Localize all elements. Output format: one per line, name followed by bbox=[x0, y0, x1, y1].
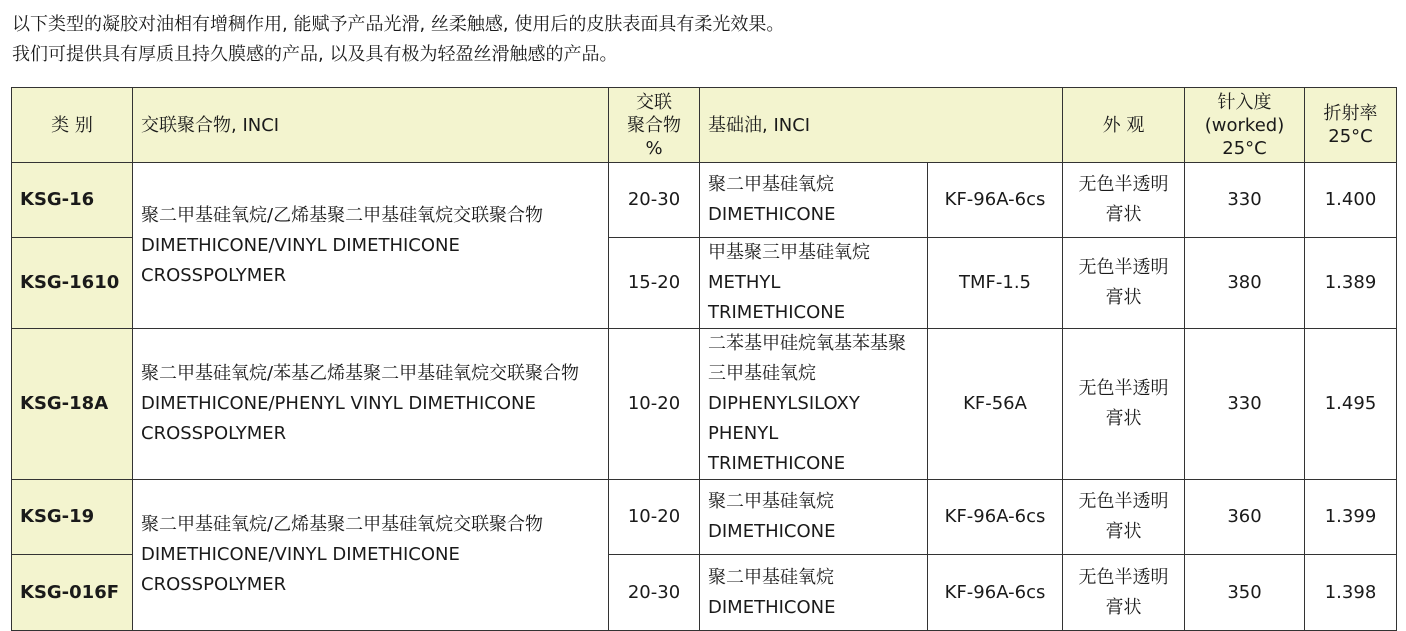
header-refractive-index bbox=[1305, 88, 1397, 163]
appearance-line-1: 无色半透明 bbox=[1078, 257, 1169, 278]
appearance-cell bbox=[1063, 163, 1185, 238]
base-oil-code-cell: KF-96A-6cs bbox=[928, 555, 1063, 631]
appearance-line-2: 膏状 bbox=[1105, 408, 1142, 429]
crosspolymer-cell bbox=[133, 480, 609, 631]
base-oil-cn: 二苯基甲硅烷氧基苯基聚 bbox=[708, 333, 906, 354]
refractive-cell: 1.398 bbox=[1305, 555, 1397, 631]
category-cell: KSG-19 bbox=[12, 480, 133, 555]
base-oil-cn: 聚二甲基硅氧烷 bbox=[708, 491, 834, 512]
base-oil-code-cell: KF-96A-6cs bbox=[928, 163, 1063, 238]
appearance-line-1: 无色半透明 bbox=[1078, 566, 1169, 588]
crosspolymer-cell bbox=[133, 329, 609, 480]
header-pct-line-2: 聚合物 bbox=[627, 114, 681, 136]
pct-cell: 10-20 bbox=[609, 480, 700, 555]
refractive-cell: 1.399 bbox=[1305, 480, 1397, 555]
base-oil-en: TRIMETHICONE bbox=[708, 453, 846, 474]
table-row bbox=[12, 163, 1397, 238]
crosspolymer-cn: 聚二甲基硅氧烷/乙烯基聚二甲基硅氧烷交联聚合物 bbox=[141, 514, 544, 535]
intro-text bbox=[12, 10, 784, 70]
penetration-cell: 360 bbox=[1185, 480, 1305, 555]
crosspolymer-en: DIMETHICONE/PHENYL VINYL DIMETHICONE CROSSPOLYMER bbox=[141, 393, 536, 444]
base-oil-en: METHYL TRIMETHICONE bbox=[708, 272, 846, 323]
intro-line-2: 我们可提供具有厚质且持久膜感的产品, 以及具有极为轻盈丝滑触感的产品。 bbox=[12, 44, 618, 65]
category-cell: KSG-18A bbox=[12, 329, 133, 480]
header-refractive-line-1: 折射率 bbox=[1323, 103, 1378, 124]
crosspolymer-cn: 聚二甲基硅氧烷/苯基乙烯基聚二甲基硅氧烷交联聚合物 bbox=[141, 363, 580, 384]
header-penetration-line-3: 25°C bbox=[1222, 137, 1267, 159]
base-oil-en: DIMETHICONE bbox=[708, 596, 836, 618]
header-penetration bbox=[1185, 88, 1305, 163]
base-oil-en: DIPHENYLSILOXY PHENYL bbox=[708, 393, 860, 444]
appearance-line-2: 膏状 bbox=[1105, 204, 1142, 225]
pct-cell: 15-20 bbox=[609, 238, 700, 329]
appearance-cell bbox=[1063, 555, 1185, 631]
base-oil-en: DIMETHICONE bbox=[708, 521, 836, 542]
penetration-cell: 330 bbox=[1185, 329, 1305, 480]
category-cell: KSG-016F bbox=[12, 555, 133, 631]
pct-cell: 10-20 bbox=[609, 329, 700, 480]
appearance-line-1: 无色半透明 bbox=[1078, 491, 1169, 512]
base-oil-cn: 聚二甲基硅氧烷 bbox=[708, 566, 834, 588]
base-oil-cell bbox=[700, 163, 928, 238]
table-row bbox=[12, 329, 1397, 480]
header-pct-line-1: 交联 bbox=[636, 91, 672, 113]
base-oil-cell bbox=[700, 238, 928, 329]
crosspolymer-en: DIMETHICONE/VINYL DIMETHICONE CROSSPOLYMER bbox=[141, 234, 460, 286]
header-appearance: 外 观 bbox=[1063, 88, 1185, 163]
base-oil-cn: 聚二甲基硅氧烷 bbox=[708, 174, 834, 195]
pct-cell: 20-30 bbox=[609, 163, 700, 238]
appearance-line-1: 无色半透明 bbox=[1078, 174, 1169, 195]
product-table bbox=[11, 87, 1397, 631]
intro-line-1: 以下类型的凝胶对油相有增稠作用, 能赋予产品光滑, 丝柔触感, 使用后的皮肤表面具有柔光效果。 bbox=[12, 14, 785, 35]
header-pct-line-3: % bbox=[645, 137, 663, 159]
category-cell: KSG-1610 bbox=[12, 238, 133, 329]
header-crosspolymer-pct bbox=[609, 88, 700, 163]
appearance-line-2: 膏状 bbox=[1105, 521, 1142, 542]
base-oil-cn: 三甲基硅氧烷 bbox=[708, 363, 816, 384]
refractive-cell: 1.389 bbox=[1305, 238, 1397, 329]
appearance-line-1: 无色半透明 bbox=[1078, 378, 1169, 399]
header-penetration-line-2: (worked) bbox=[1204, 114, 1285, 136]
refractive-cell: 1.400 bbox=[1305, 163, 1397, 238]
header-refractive-line-2: 25°C bbox=[1328, 126, 1373, 147]
table-header-row bbox=[12, 88, 1397, 163]
base-oil-cell bbox=[700, 555, 928, 631]
header-base-oil: 基础油, INCI bbox=[700, 88, 1063, 163]
penetration-cell: 380 bbox=[1185, 238, 1305, 329]
appearance-cell bbox=[1063, 480, 1185, 555]
base-oil-cell bbox=[700, 480, 928, 555]
header-category: 类 别 bbox=[12, 88, 133, 163]
appearance-line-2: 膏状 bbox=[1105, 287, 1142, 308]
table-row bbox=[12, 480, 1397, 555]
base-oil-code-cell: KF-56A bbox=[928, 329, 1063, 480]
crosspolymer-cell bbox=[133, 163, 609, 329]
penetration-cell: 330 bbox=[1185, 163, 1305, 238]
base-oil-cell bbox=[700, 329, 928, 480]
appearance-line-2: 膏状 bbox=[1105, 596, 1142, 618]
pct-cell: 20-30 bbox=[609, 555, 700, 631]
header-penetration-line-1: 针入度 bbox=[1217, 91, 1272, 113]
crosspolymer-cn: 聚二甲基硅氧烷/乙烯基聚二甲基硅氧烷交联聚合物 bbox=[141, 204, 544, 226]
penetration-cell: 350 bbox=[1185, 555, 1305, 631]
base-oil-code-cell: TMF-1.5 bbox=[928, 238, 1063, 329]
refractive-cell: 1.495 bbox=[1305, 329, 1397, 480]
header-crosspolymer-inci: 交联聚合物, INCI bbox=[133, 88, 609, 163]
base-oil-cn: 甲基聚三甲基硅氧烷 bbox=[708, 242, 870, 263]
category-cell: KSG-16 bbox=[12, 163, 133, 238]
appearance-cell bbox=[1063, 329, 1185, 480]
appearance-cell bbox=[1063, 238, 1185, 329]
base-oil-code-cell: KF-96A-6cs bbox=[928, 480, 1063, 555]
base-oil-en: DIMETHICONE bbox=[708, 204, 836, 225]
crosspolymer-en: DIMETHICONE/VINYL DIMETHICONE CROSSPOLYMER bbox=[141, 544, 460, 595]
